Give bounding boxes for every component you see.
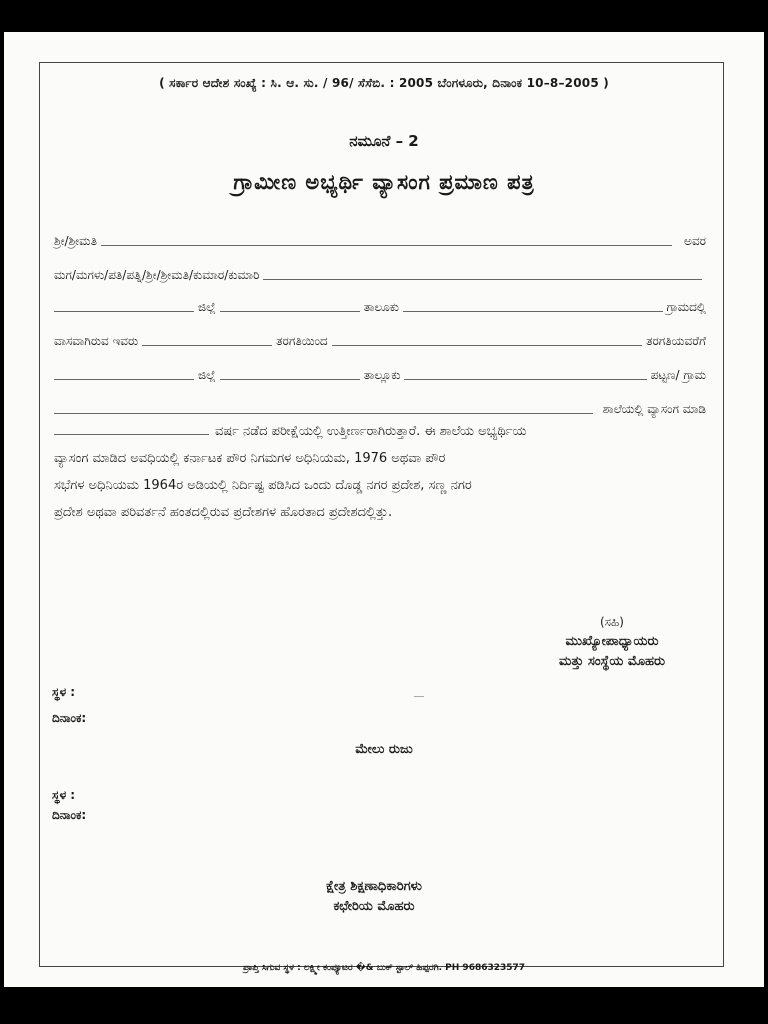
beo-signature-block (274, 877, 474, 917)
publisher-footer: ಪ್ರಾಪ್ತಿ ಸಿಗುವ ಸ್ಥಳ : ಲಕ್ಷ್ಮೀ ಕಂಪ್ಯೂಟರ �& ಬುಕ್ ಸ್ಟಾಲ್ ಹಿಪ್ಪರಗಿ. PH 9686323577 (242, 963, 526, 973)
headmaster-title: ಮುಖ್ಯೋಪಾಧ್ಯಾಯರು (565, 634, 659, 649)
from-class-blank[interactable] (142, 334, 272, 346)
paragraph-line-2: ವ್ಯಾಸಂಗ ಮಾಡಿದ ಅವಧಿಯಲ್ಲಿ ಕರ್ನಾಟಕ ಪೌರ ನಿಗಮಗಳ ಅಧಿನಿಯಮ, 1976 ಅಥವಾ ಪೌರ (54, 451, 446, 466)
year-blank[interactable] (54, 423, 209, 435)
label-residing: ವಾಸವಾಗಿರುವ ಇವರು (54, 334, 139, 348)
paragraph-line-1 (54, 418, 722, 445)
label-village: ಗ್ರಾಮದಲ್ಲಿ (666, 300, 706, 314)
place-label-1: ಸ್ಥಳ : (52, 685, 76, 699)
office-seal-label: ಕಛೇರಿಯ ಮೊಹರು (333, 899, 415, 914)
label-school-study: ಶಾಲೆಯಲ್ಲಿ ವ್ಯಾಸಂಗ ಮಾಡಿ (602, 402, 706, 416)
label-sri-smt: ಶ್ರೀ/ಶ್ರೀಮತಿ (54, 234, 97, 248)
countersign-label: ಮೇಲು ರುಜು (355, 742, 413, 757)
label-avara: ಅವರ (684, 234, 706, 248)
date-label-1: ದಿನಾಂಕ: (52, 711, 87, 725)
label-relation: ಮಗ/ಮಗಳು/ಪತಿ/ಪತ್ನಿ/ಶ್ರೀ/ಶ್ರೀಮತಿ/ಕುಮಾರ/ಕುಮಾರಿ (54, 268, 260, 282)
stray-mark (414, 696, 424, 697)
taluk-blank[interactable] (220, 300, 360, 312)
beo-title: ಕ್ಷೇತ್ರ ಶಿಕ್ಷಣಾಧಿಕಾರಿಗಳು (326, 879, 422, 894)
document-page (4, 32, 764, 987)
label-district: ಜಿಲ್ಲೆ (198, 300, 216, 314)
school-blank[interactable] (54, 402, 593, 414)
form-row-class-range (54, 328, 706, 348)
label-taluk-2: ತಾಲ್ಲೂಕು (363, 368, 401, 382)
village-blank[interactable] (403, 300, 663, 312)
paragraph-line-4: ಪ್ರದೇಶ ಅಥವಾ ಪರಿವರ್ತನೆ ಹಂತದಲ್ಲಿರುವ ಪ್ರದೇಶಗಳ ಹೊರತಾದ ಪ್ರದೇಶದಲ್ಲಿತ್ತು. (54, 505, 393, 520)
paragraph-line-1-text: ವರ್ಷ ನಡೆದ ಪರೀಕ್ಷೆಯಲ್ಲಿ ಉತ್ತೀರ್ಣರಾಗಿರುತ್ತಾರೆ. ಈ ಶಾಲೆಯ ಅಭ್ಯರ್ಥಿಯ (215, 424, 527, 439)
paragraph-line-3: ಸಭೆಗಳ ಅಧಿನಿಯಮ 1964ರ ಅಡಿಯಲ್ಲಿ ನಿರ್ದಿಷ್ಟ ಪಡಿಸಿದ ಒಂದು ದೊಡ್ಡ ನಗರ ಪ್ರದೇಶ, ಸಣ್ಣ ನಗರ (54, 478, 472, 493)
form-row-school (54, 396, 706, 416)
headmaster-signature-block (532, 612, 692, 672)
label-to-class: ತರಗತಿಯವರೆಗೆ (646, 334, 706, 348)
label-taluk: ತಾಲೂಕು (363, 300, 399, 314)
institution-seal-label: ಮತ್ತು ಸಂಸ್ಥೆಯ ಮೊಹರು (558, 654, 666, 669)
date-label-2: ದಿನಾಂಕ: (52, 808, 87, 822)
taluk2-blank[interactable] (220, 368, 360, 380)
form-title: ಗ್ರಾಮೀಣ ಅಭ್ಯರ್ಥಿ ವ್ಯಾಸಂಗ ಪ್ರಮಾಣ ಪತ್ರ (233, 170, 535, 194)
label-from-class: ತರಗತಿಯಿಂದ (276, 334, 328, 348)
form-row-school-location (54, 362, 706, 382)
town-blank[interactable] (404, 368, 646, 380)
signature-label: (ಸಹಿ) (600, 615, 624, 629)
label-town-village: ಪಟ್ಟಣ/ ಗ್ರಾಮ (650, 368, 706, 382)
district2-blank[interactable] (54, 368, 194, 380)
district-blank[interactable] (54, 300, 194, 312)
form-row-name (54, 228, 706, 248)
certificate-paragraph (54, 418, 722, 526)
to-class-blank[interactable] (332, 334, 642, 346)
form-row-relation (54, 262, 706, 282)
form-number: ನಮೂನೆ – 2 (349, 132, 419, 150)
label-district-2: ಜಿಲ್ಲೆ (198, 368, 216, 382)
name-blank[interactable] (101, 234, 672, 246)
place-label-2: ಸ್ಥಳ : (52, 788, 76, 802)
government-order-reference: ( ಸರ್ಕಾರ ಆದೇಶ ಸಂಖ್ಯೆ : ಸಿ. ಆ. ಸು. / 96/ ಸೆಸೆಬಿ. : 2005 ಬೆಂಗಳೂರು, ದಿನಾಂಕ 10–8–2005 ) (159, 76, 609, 90)
form-row-district-taluk-village (54, 294, 706, 314)
relation-blank[interactable] (263, 268, 702, 280)
